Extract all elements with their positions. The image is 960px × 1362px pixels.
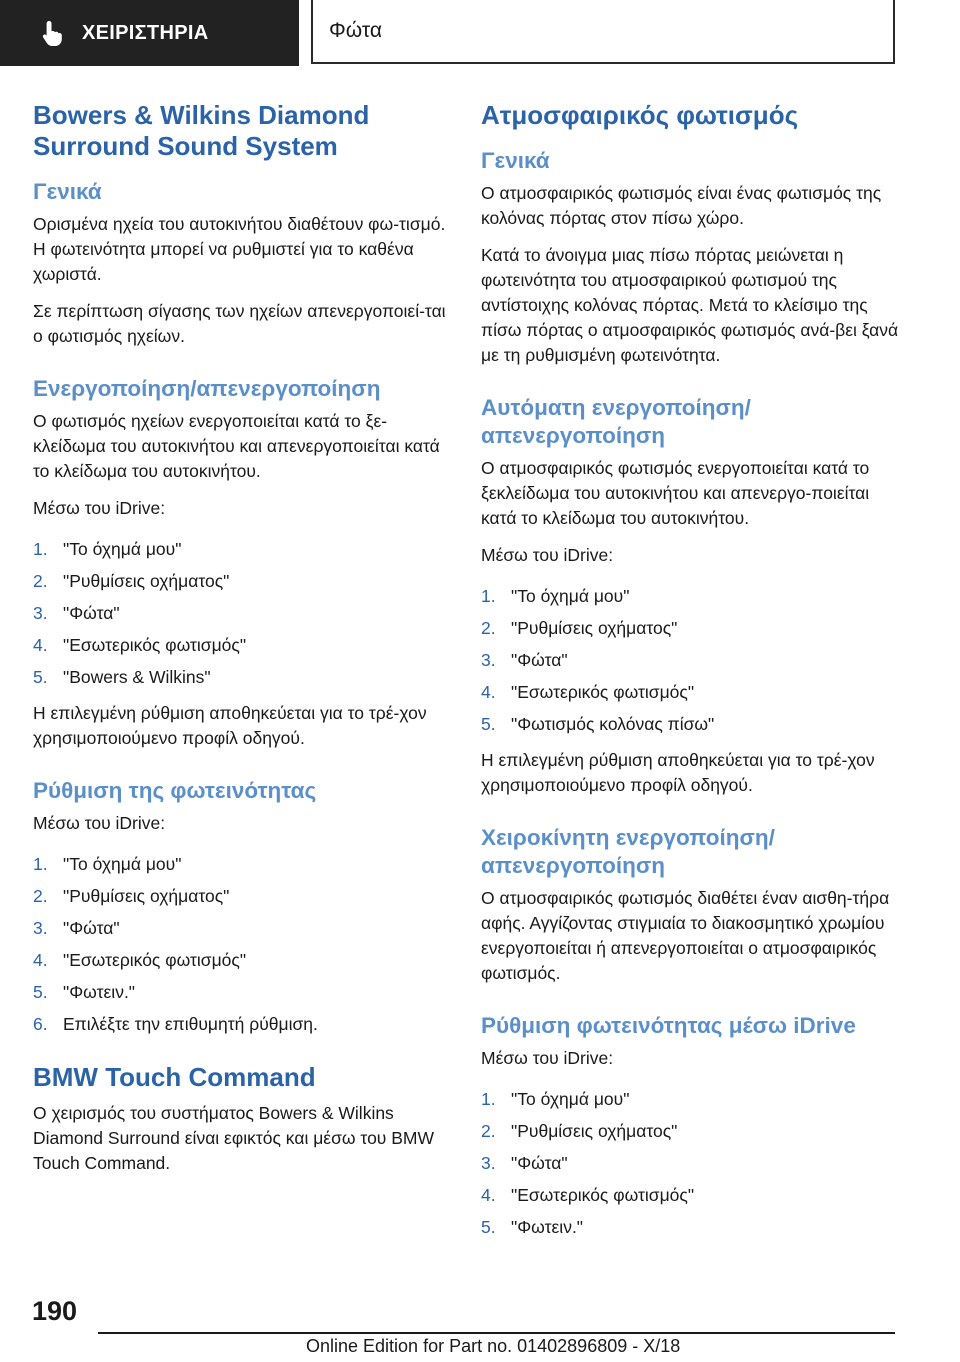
- bw-activation-steps: [33, 533, 453, 693]
- ambient-general-heading: Γενικά: [481, 148, 550, 173]
- touch-command-paragraph: Ο χειρισμός του συστήματος Bowers & Wilkins Diamond Surround είναι εφικτός και μέσω του BMW Touch Command.: [33, 1103, 434, 1173]
- bw-brightness-via: Μέσω του iDrive:: [33, 813, 166, 833]
- list-item: 2. "Ρυθμίσεις οχήματος": [33, 571, 230, 591]
- ambient-auto-heading: Αυτόματη ενεργοποίηση/ απενεργοποίηση: [481, 395, 751, 448]
- ambient-general-paragraph-2: Κατά το άνοιγμα μιας πίσω πόρτας μειώνεται η φωτεινότητα του ατμοσφαιρικού φωτισμού της αντίστοιχης κολόνας πόρτας. Μετά το κλείσιμο της πίσω πόρτας ο ατμοσφαιρικός φωτισμός ανά-βει ξανά με τη ρυθμισμένη φωτεινότητα.: [481, 245, 899, 365]
- list-item: 2. "Ρυθμίσεις οχήματος": [481, 1121, 678, 1141]
- list-item: 6. Επιλέξτε την επιθυμητή ρύθμιση.: [33, 1014, 318, 1034]
- ambient-section-title: Ατμοσφαιρικός φωτισμός: [481, 100, 799, 130]
- list-item: 5. "Bowers & Wilkins": [33, 667, 211, 687]
- list-item: 1. "Το όχημά μου": [481, 586, 630, 606]
- bw-general-paragraph-1: Ορισμένα ηχεία του αυτοκινήτου διαθέτουν φω-τισμό. Η φωτεινότητα μπορεί να ρυθμιστεί για το καθένα χωριστά.: [33, 214, 446, 284]
- ambient-general-paragraph-1: Ο ατμοσφαιρικός φωτισμός είναι ένας φωτισμός της κολόνας πόρτας στον πίσω χώρο.: [481, 183, 882, 228]
- footer-edition: Online Edition for Part no. 01402896809 - X/18: [306, 1336, 681, 1356]
- list-item: 2. "Ρυθμίσεις οχήματος": [33, 886, 230, 906]
- list-item: 3. "Φώτα": [33, 603, 120, 623]
- right-column: [481, 100, 901, 1251]
- list-item: 4. "Εσωτερικός φωτισμός": [481, 682, 695, 702]
- list-item: 4. "Εσωτερικός φωτισμός": [33, 950, 247, 970]
- ambient-auto-note: Η επιλεγμένη ρύθμιση αποθηκεύεται για το τρέ-χον χρησιμοποιούμενο προφίλ οδηγού.: [481, 750, 875, 795]
- list-item: 4. "Εσωτερικός φωτισμός": [33, 635, 247, 655]
- list-item: 1. "Το όχημά μου": [33, 854, 182, 874]
- chapter-title: Φώτα: [311, 0, 895, 64]
- left-column: [33, 100, 453, 1188]
- bw-general-paragraph-2: Σε περίπτωση σίγασης των ηχείων απενεργοποιεί-ται ο φωτισμός ηχείων.: [33, 301, 446, 346]
- bw-brightness-steps: [33, 848, 453, 1040]
- list-item: 2. "Ρυθμίσεις οχήματος": [481, 618, 678, 638]
- bw-brightness-heading: Ρύθμιση της φωτεινότητας: [33, 778, 317, 803]
- bw-section-title: Bowers & Wilkins Diamond Surround Sound System: [33, 100, 370, 161]
- ambient-idrive-via: Μέσω του iDrive:: [481, 1048, 614, 1068]
- ambient-manual-paragraph: Ο ατμοσφαιρικός φωτισμός διαθέτει έναν αισθη-τήρα αφής. Αγγίζοντας στιγμιαία το διακοσμητικό χρωμίου ενεργοποιείται ή απενεργοποιείται ο ατμοσφαιρικός φωτισμός.: [481, 888, 890, 983]
- pointing-hand-icon: [38, 18, 68, 48]
- list-item: 3. "Φώτα": [481, 1153, 568, 1173]
- ambient-auto-steps: [481, 580, 901, 740]
- ambient-manual-heading: Χειροκίνητη ενεργοποίηση/ απενεργοποίηση: [481, 825, 775, 878]
- list-item: 5. "Φωτειν.": [481, 1217, 584, 1237]
- section-tab-label: ΧΕΙΡΙΣΤΗΡΙΑ: [82, 21, 209, 44]
- list-item: 5. "Φωτειν.": [33, 982, 136, 1002]
- bw-general-heading: Γενικά: [33, 179, 102, 204]
- list-item: 5. "Φωτισμός κολόνας πίσω": [481, 714, 715, 734]
- list-item: 3. "Φώτα": [33, 918, 120, 938]
- ambient-auto-via: Μέσω του iDrive:: [481, 545, 614, 565]
- list-item: 1. "Το όχημά μου": [481, 1089, 630, 1109]
- ambient-auto-paragraph: Ο ατμοσφαιρικός φωτισμός ενεργοποιείται κατά το ξεκλείδωμα του αυτοκινήτου και απενεργο-ποιείται κατά το κλείδωμα του αυτοκινήτου.: [481, 458, 870, 528]
- bw-activation-paragraph: Ο φωτισμός ηχείων ενεργοποιείται κατά το ξε-κλείδωμα του αυτοκινήτου και απενεργοποιείται κατά το κλείδωμα του αυτοκινήτου.: [33, 411, 440, 481]
- section-tab: [0, 0, 299, 66]
- touch-command-title: BMW Touch Command: [33, 1062, 316, 1092]
- list-item: 1. "Το όχημά μου": [33, 539, 182, 559]
- list-item: 4. "Εσωτερικός φωτισμός": [481, 1185, 695, 1205]
- ambient-idrive-heading: Ρύθμιση φωτεινότητας μέσω iDrive: [481, 1013, 856, 1038]
- bw-activation-via: Μέσω του iDrive:: [33, 498, 166, 518]
- bw-activation-heading: Ενεργοποίηση/απενεργοποίηση: [33, 376, 381, 401]
- page-number: 190: [32, 1296, 78, 1326]
- ambient-idrive-steps: [481, 1083, 901, 1243]
- footer-divider: [98, 1332, 895, 1334]
- list-item: 3. "Φώτα": [481, 650, 568, 670]
- bw-activation-note: Η επιλεγμένη ρύθμιση αποθηκεύεται για το τρέ-χον χρησιμοποιούμενο προφίλ οδηγού.: [33, 703, 427, 748]
